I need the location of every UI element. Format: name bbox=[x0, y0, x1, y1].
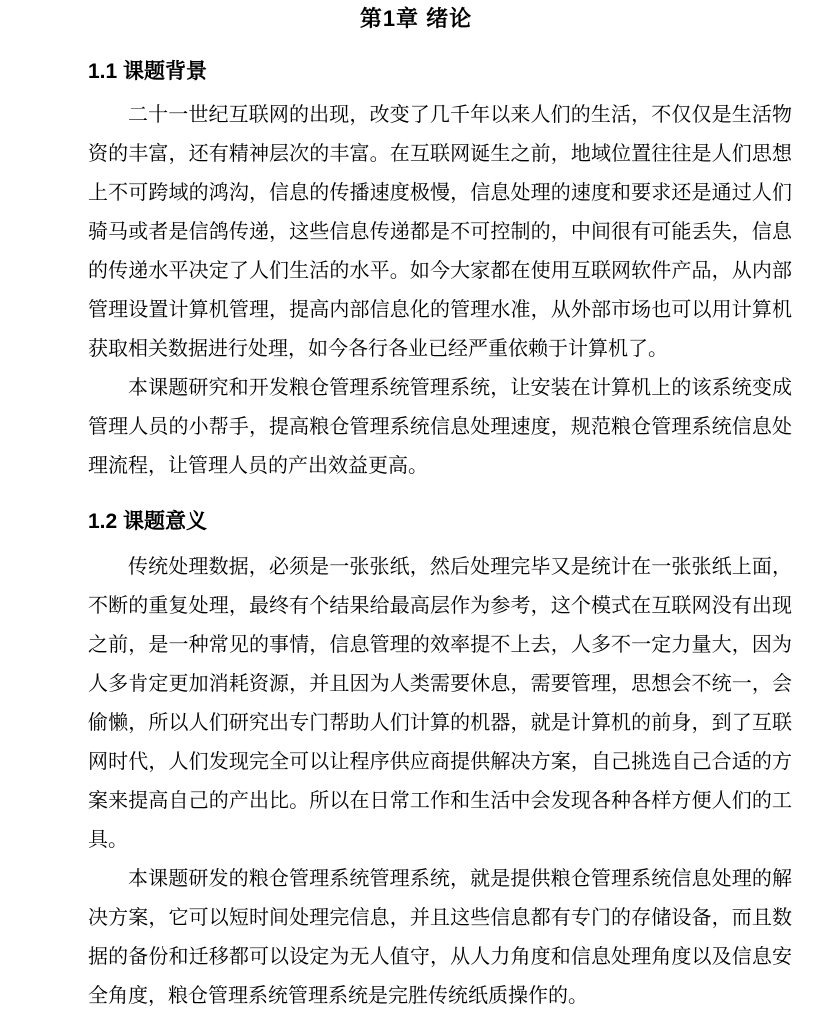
section-heading-1-2: 1.2 课题意义 bbox=[88, 510, 208, 533]
section-background bbox=[88, 58, 792, 486]
paragraph: 本课题研究和开发粮仓管理系统管理系统，让安装在计算机上的该系统变成管理人员的小帮手，提高粮仓管理系统信息处理速度，规范粮仓管理系统信息处理流程，让管理人员的产出效益更高。 bbox=[88, 377, 792, 477]
paragraph: 传统处理数据，必须是一张张纸，然后处理完毕又是统计在一张张纸上面，不断的重复处理，最终有个结果给最高层作为参考，这个模式在互联网没有出现之前，是一种常见的事情，信息管理的效率提不上去，人多不一定力量大，因为人多肯定更加消耗资源，并且因为人类需要休息，需要管理，思想会不统一，会偷懒，所以人们研究出专门帮助人们计算的机器，就是计算机的前身，到了互联网时代，人们发现完全可以让程序供应商提供解决方案，自己挑选自己合适的方案来提高自己的产出比。所以在日常工作和生活中会发现各种各样方便人们的工具。 bbox=[88, 556, 792, 851]
chapter-title: 第1章 绪论 bbox=[359, 6, 473, 31]
paragraph: 二十一世纪互联网的出现，改变了几千年以来人们的生活，不仅仅是生活物资的丰富，还有精神层次的丰富。在互联网诞生之前，地域位置往往是人们思想上不可跨域的鸿沟，信息的传播速度极慢，信息处理的速度和要求还是通过人们骑马或者是信鸽传递，这些信息传递都是不可控制的，中间很有可能丢失，信息的传递水平决定了人们生活的水平。如今大家都在使用互联网软件产品，从内部管理设置计算机管理，提高内部信息化的管理水准，从外部市场也可以用计算机获取相关数据进行处理，如今各行各业已经严重依赖于计算机了。 bbox=[88, 104, 792, 360]
paragraph: 本课题研发的粮仓管理系统管理系统，就是提供粮仓管理系统信息处理的解决方案，它可以短时间处理完信息，并且这些信息都有专门的存储设备，而且数据的备份和迁移都可以设定为无人值守，从人力角度和信息处理角度以及信息安全角度，粮仓管理系统管理系统是完胜传统纸质操作的。 bbox=[88, 868, 792, 1007]
section-significance bbox=[88, 508, 792, 1016]
section-heading-1-1: 1.1 课题背景 bbox=[88, 60, 208, 83]
